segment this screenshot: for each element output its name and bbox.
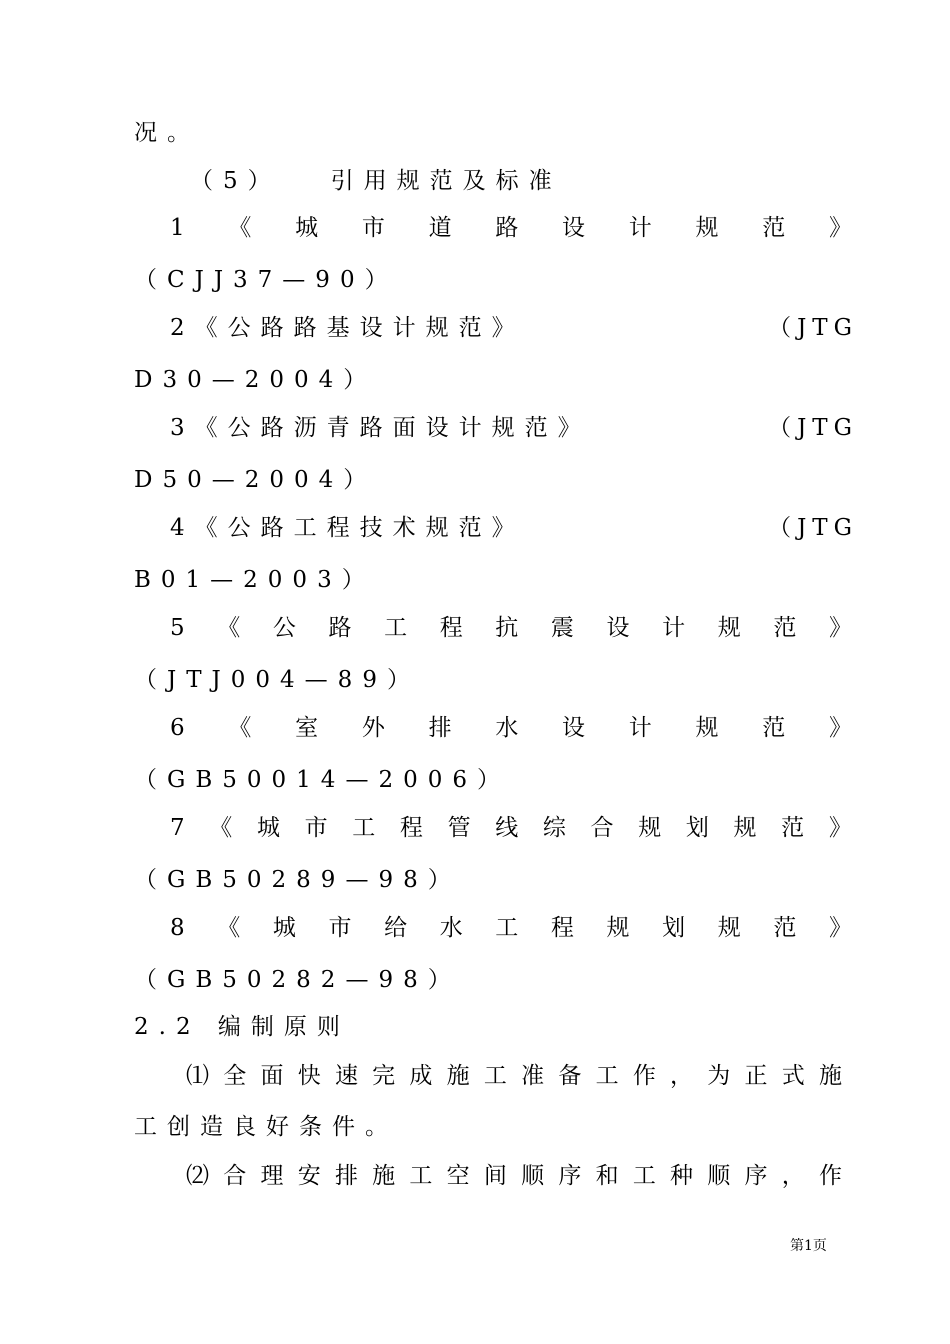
text-char: 空 <box>446 1163 470 1189</box>
text-char: 序 <box>744 1163 768 1189</box>
text-char: 工 <box>483 1063 507 1089</box>
text-char: 规 <box>606 915 630 941</box>
text-char: 水 <box>495 715 519 741</box>
standard-item-3 <box>170 413 858 443</box>
text-char: 准 <box>521 1063 545 1089</box>
text-char: 程 <box>439 615 463 641</box>
text-char: 给 <box>384 915 408 941</box>
text-char: 全 <box>223 1063 247 1089</box>
text-char: 成 <box>409 1063 433 1089</box>
text-char: 市 <box>304 815 328 841</box>
standard-item-8 <box>170 913 852 943</box>
standard-code: （GB50282—98） <box>134 967 461 993</box>
text-char: 城 <box>256 815 280 841</box>
standard-item-4 <box>170 513 858 543</box>
text-char: 工 <box>595 1063 619 1089</box>
standard-code: （CJJ37—90） <box>134 267 398 293</box>
text-char: 规 <box>733 815 757 841</box>
text-char: 规 <box>717 615 741 641</box>
text-char: 设 <box>562 215 586 241</box>
text-char: 1 <box>170 215 185 241</box>
text-char: 范 <box>762 215 786 241</box>
text-char: 》 <box>828 815 852 841</box>
standard-title: 3《公路沥青路面设计规范》 <box>170 415 591 441</box>
text-char: 综 <box>542 815 566 841</box>
text-char: 》 <box>828 215 852 241</box>
text-char: 计 <box>662 615 686 641</box>
text-char: 计 <box>628 715 652 741</box>
text-char: 市 <box>361 215 385 241</box>
text-char: 外 <box>361 715 385 741</box>
text-char: 5 <box>170 615 185 641</box>
text-char: 施 <box>818 1063 842 1089</box>
standard-code-prefix: （JTG <box>768 415 858 441</box>
text-char: 公 <box>272 615 296 641</box>
standard-code: D50—2004） <box>134 467 377 493</box>
text-char: 合 <box>590 815 614 841</box>
standard-title: 2《公路路基设计规范》 <box>170 315 525 341</box>
principle-1-line-2: 工创造良好条件。 <box>134 1114 398 1140</box>
text-char: 路 <box>328 615 352 641</box>
page-number: 第1页 <box>790 1238 827 1254</box>
text-char: 范 <box>762 715 786 741</box>
text-char: 工 <box>352 815 376 841</box>
standard-code: （GB50014—2006） <box>134 767 510 793</box>
text-char: 城 <box>295 215 319 241</box>
text-char: 安 <box>297 1163 321 1189</box>
subsection-heading: 2.2 编制原则 <box>134 1014 350 1040</box>
standard-code: （JTJ004—89） <box>134 667 420 693</box>
text-char: 工 <box>409 1163 433 1189</box>
text-char: 施 <box>446 1063 470 1089</box>
principle-2-line-1 <box>186 1161 842 1191</box>
text-char: 施 <box>372 1163 396 1189</box>
text-char: 《 <box>217 615 241 641</box>
text-char: 工 <box>384 615 408 641</box>
text-char: 面 <box>260 1063 284 1089</box>
text-char: 划 <box>685 815 709 841</box>
text-char: 水 <box>439 915 463 941</box>
standard-item-1 <box>170 213 852 243</box>
text-char: 8 <box>170 915 185 941</box>
text-char: 管 <box>447 815 471 841</box>
text-char: 路 <box>495 215 519 241</box>
text-line: 况。 <box>134 120 200 146</box>
text-char: 排 <box>428 715 452 741</box>
text-char: 式 <box>781 1063 805 1089</box>
text-char: 序 <box>558 1163 582 1189</box>
text-char: 划 <box>662 915 686 941</box>
standard-item-6 <box>170 713 852 743</box>
text-char: 和 <box>595 1163 619 1189</box>
text-char: 6 <box>170 715 185 741</box>
text-char: 抗 <box>495 615 519 641</box>
text-char: ， <box>781 1163 805 1189</box>
text-char: 理 <box>260 1163 284 1189</box>
text-char: 范 <box>781 815 805 841</box>
text-char: 完 <box>372 1063 396 1089</box>
text-char: 范 <box>773 915 797 941</box>
text-char: 排 <box>334 1163 358 1189</box>
text-char: 作 <box>818 1163 842 1189</box>
text-char: 震 <box>550 615 574 641</box>
text-char: 》 <box>828 715 852 741</box>
text-char: 程 <box>399 815 423 841</box>
text-char: 规 <box>695 715 719 741</box>
text-char: 顺 <box>707 1163 731 1189</box>
standard-code: （GB50289—98） <box>134 867 461 893</box>
principle-1-line-1 <box>186 1061 842 1091</box>
text-char: 工 <box>632 1163 656 1189</box>
text-char: 室 <box>295 715 319 741</box>
standard-item-7 <box>170 813 852 843</box>
text-char: ⑵ <box>186 1163 209 1189</box>
text-char: ， <box>670 1063 694 1089</box>
text-char: 正 <box>744 1063 768 1089</box>
standard-code: D30—2004） <box>134 367 377 393</box>
text-char: 设 <box>606 615 630 641</box>
text-char: 为 <box>707 1063 731 1089</box>
standard-item-5 <box>170 613 852 643</box>
text-char: 《 <box>228 715 252 741</box>
text-char: 程 <box>550 915 574 941</box>
text-char: 城 <box>272 915 296 941</box>
text-char: 快 <box>297 1063 321 1089</box>
text-char: 种 <box>670 1163 694 1189</box>
text-char: ⑴ <box>186 1063 209 1089</box>
text-char: 道 <box>428 215 452 241</box>
text-char: 规 <box>638 815 662 841</box>
section-number: （5） <box>190 168 281 194</box>
text-char: 市 <box>328 915 352 941</box>
text-char: 《 <box>209 815 233 841</box>
text-char: 》 <box>828 615 852 641</box>
standard-code: B01—2003） <box>134 567 375 593</box>
text-char: 顺 <box>521 1163 545 1189</box>
standard-item-2 <box>170 313 858 343</box>
text-char: 《 <box>228 215 252 241</box>
section-title: 引用规范及标准 <box>330 168 562 194</box>
text-char: 设 <box>562 715 586 741</box>
text-char: 规 <box>695 215 719 241</box>
standard-title: 4《公路工程技术规范》 <box>170 515 525 541</box>
text-char: 7 <box>170 815 185 841</box>
standard-code-prefix: （JTG <box>768 515 858 541</box>
text-char: 规 <box>717 915 741 941</box>
text-char: 工 <box>495 915 519 941</box>
text-char: 》 <box>828 915 852 941</box>
text-char: 计 <box>628 215 652 241</box>
text-char: 速 <box>334 1063 358 1089</box>
text-char: 备 <box>558 1063 582 1089</box>
text-char: 间 <box>483 1163 507 1189</box>
text-char: 范 <box>773 615 797 641</box>
text-char: 《 <box>217 915 241 941</box>
section-heading <box>190 166 852 196</box>
standard-code-prefix: （JTG <box>768 315 858 341</box>
text-char: 线 <box>495 815 519 841</box>
text-char: 合 <box>223 1163 247 1189</box>
text-char: 作 <box>632 1063 656 1089</box>
